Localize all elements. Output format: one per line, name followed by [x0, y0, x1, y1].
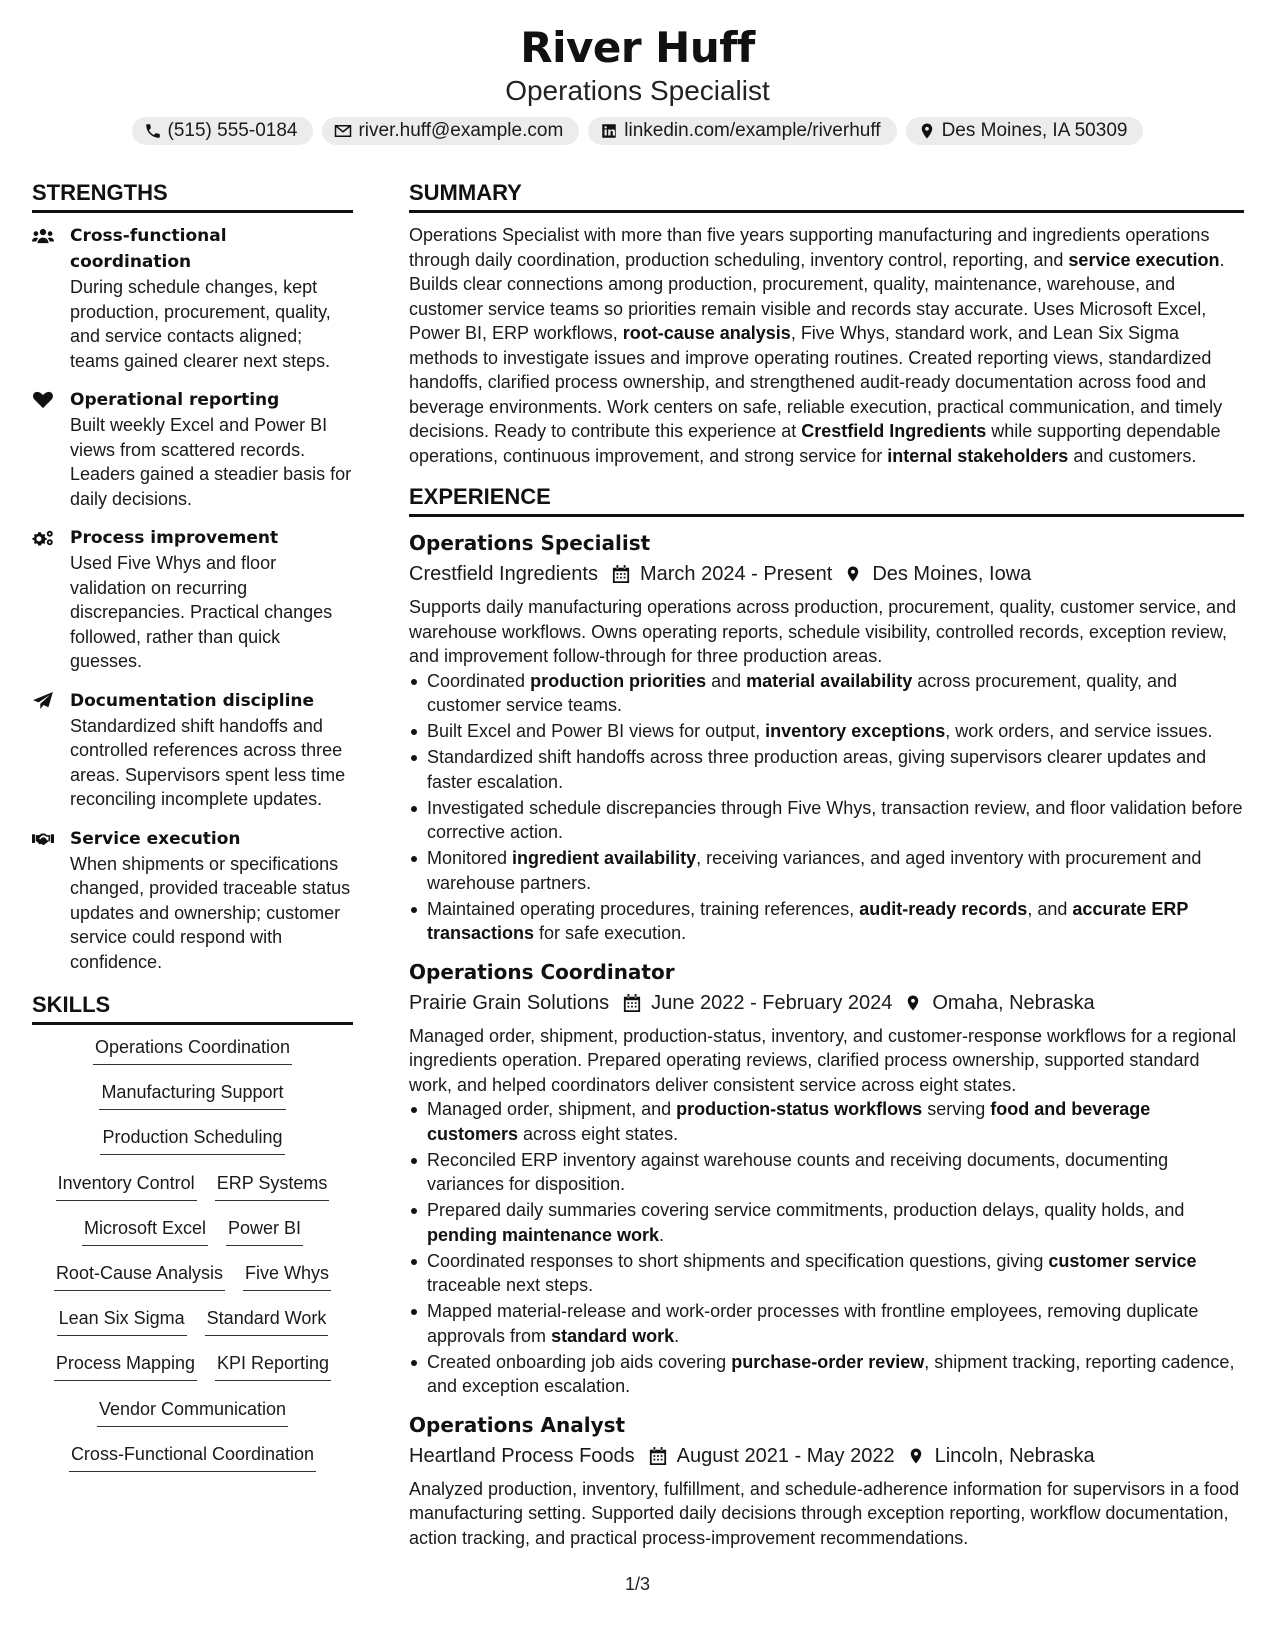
strength-description: Built weekly Excel and Power BI views from scattered records. Leaders gained a steadier basis for daily decisions.: [70, 415, 352, 509]
skill-tag: Cross-Functional Coordination: [69, 1442, 316, 1472]
person-name: River Huff: [520, 23, 755, 72]
job-title: Operations Specialist: [409, 531, 651, 555]
skill-row: [32, 1442, 353, 1487]
map-pin-icon: [904, 993, 922, 1013]
emphasis-text: production priorities: [530, 670, 707, 691]
skill-tag: Vendor Communication: [97, 1397, 288, 1427]
text-segment: Mapped material-release and work-order processes with frontline employees, removing duplicate approvals from: [427, 1301, 1199, 1346]
skill-row: [32, 1351, 353, 1396]
emphasis-text: internal stakeholders: [887, 445, 1069, 466]
bullet-item: [409, 897, 1244, 946]
skill-row: [32, 1080, 353, 1125]
emphasis-text: service execution: [1068, 249, 1220, 270]
strength-title: Service execution: [70, 828, 241, 849]
job-location: Omaha, Nebraska: [932, 991, 1095, 1014]
job-company: Prairie Grain Solutions: [409, 991, 610, 1014]
skill-row: [32, 1125, 353, 1170]
strength-title: Cross-functional coordination: [70, 226, 227, 272]
job-entry: [409, 956, 1244, 1399]
text-segment: Coordinated responses to short shipments and specification questions, giving: [427, 1250, 1049, 1271]
contact-bar: [0, 117, 1275, 145]
bullet-item: [409, 1350, 1244, 1399]
job-location: Des Moines, Iowa: [872, 563, 1032, 585]
calendar-icon: [612, 564, 630, 584]
strength-item: [32, 688, 353, 812]
job-meta: [409, 1441, 1244, 1471]
bullet-item: [409, 1249, 1244, 1298]
text-segment: , and: [1027, 898, 1073, 919]
bullet-item: [409, 669, 1244, 718]
bullet-item: [409, 719, 1244, 744]
map-pin-icon: [918, 122, 936, 140]
job-description: Analyzed production, inventory, fulfillment, and schedule-adherence information for supervisors in a food manufacturing setting. Supported daily decisions through exception reporting, workflow documentation, action tracking, and practical process-improvement recommendations.: [409, 1478, 1240, 1548]
summary-heading: SUMMARY: [409, 176, 1244, 213]
job-dates: June 2022 - February 2024: [651, 991, 893, 1014]
text-segment: , Five Whys, standard work, and Lean Six Sigma methods to investigate issues and improve operating routines. Created reporting views, standardized handoffs, clarified process ownership, and strengthened audit-ready documentation across food and beverage environments. Work centers on safe, reliable execution, practical communication, and timely decisions. Ready to contribute this experience at: [409, 323, 1223, 441]
strength-description: Standardized shift handoffs and controlled references across three areas. Supervisors spent less time reconciling incomplete updates.: [70, 715, 346, 809]
bullet-item: [409, 846, 1244, 895]
emphasis-text: pending maintenance work: [427, 1224, 660, 1245]
calendar-icon: [649, 1446, 667, 1466]
page-number: 1/3: [624, 1574, 651, 1594]
text-segment: Created onboarding job aids covering: [427, 1351, 732, 1372]
job-dates: March 2024 - Present: [639, 563, 833, 585]
contact-location: [906, 117, 1144, 145]
job-meta: [409, 988, 1244, 1018]
emphasis-text: customer service: [1048, 1250, 1197, 1271]
resume-header: [0, 22, 1275, 145]
emphasis-text: ingredient availability: [512, 848, 697, 868]
skill-tag: Inventory Control: [56, 1171, 197, 1201]
users-icon: [32, 227, 54, 245]
skill-tag: Standard Work: [205, 1306, 329, 1336]
contact-linkedin[interactable]: [588, 117, 896, 145]
right-column: [409, 176, 1244, 1560]
job-dates: August 2021 - May 2022: [676, 1444, 895, 1467]
bullet-item: [409, 1198, 1244, 1247]
text-segment: . Builds clear connections among production, procurement, quality, maintenance, warehouse, and customer service teams so priorities remain visible and records stay accurate. Uses Microsoft Excel, Power BI, ERP workflows,: [409, 249, 1225, 343]
emphasis-text: production-status workflows: [676, 1099, 923, 1119]
text-segment: and: [706, 670, 747, 691]
heart-icon: [32, 391, 54, 409]
text-segment: , work orders, and service issues.: [945, 721, 1213, 741]
text-segment: serving: [922, 1099, 991, 1119]
skill-row: [32, 1216, 353, 1261]
skill-tag: Microsoft Excel: [82, 1216, 208, 1246]
strength-item: [32, 223, 353, 373]
text-segment: Built Excel and Power BI views for output,: [427, 721, 766, 741]
job-company: Crestfield Ingredients: [409, 563, 598, 585]
text-segment: across eight states.: [518, 1123, 679, 1144]
strength-item: [32, 387, 353, 511]
skill-tag: Manufacturing Support: [99, 1080, 285, 1110]
strengths-heading: STRENGTHS: [32, 176, 353, 213]
text-segment: Maintained operating procedures, training references,: [427, 898, 860, 919]
job-entry: [409, 527, 1244, 946]
bullet-item: [409, 1148, 1244, 1197]
contact-linkedin-text: linkedin.com/example/riverhuff: [624, 120, 881, 141]
text-segment: and customers.: [1068, 445, 1197, 466]
contact-email[interactable]: [322, 117, 579, 145]
strength-description: When shipments or specifications changed, provided traceable status updates and ownership; customer service could respond with confidence.: [70, 853, 351, 972]
strength-item: [32, 826, 353, 975]
text-segment: traceable next steps.: [427, 1275, 594, 1295]
map-pin-icon: [907, 1446, 925, 1466]
paper-plane-icon: [32, 692, 54, 710]
text-segment: .: [674, 1325, 680, 1346]
text-segment: while supporting dependable operations, continuous improvement, and strong service for: [409, 421, 1221, 466]
emphasis-text: standard work: [551, 1325, 675, 1346]
job-entry: [409, 1409, 1244, 1551]
skill-row: [32, 1306, 353, 1351]
job-title-heading: Operations Specialist: [505, 75, 770, 106]
strengths-list: [32, 223, 353, 974]
gears-icon: [32, 529, 54, 547]
skill-tag: Lean Six Sigma: [57, 1306, 187, 1336]
job-description: Managed order, shipment, production-status, inventory, and customer-response workflows for a regional ingredients operation. Prepared operating reviews, clarified process ownership, supported standard work, and helped coordinators deliver consistent service across eight states.: [409, 1025, 1237, 1095]
skill-row: [32, 1397, 353, 1442]
bullet-item: [409, 1299, 1244, 1348]
text-segment: Investigated schedule discrepancies through Five Whys, transaction review, and floor validation before corrective action.: [427, 797, 1243, 842]
skill-row: [32, 1261, 353, 1306]
skill-row: [32, 1035, 353, 1080]
emphasis-text: Crestfield Ingredients: [801, 421, 987, 441]
bullet-item: [409, 745, 1244, 794]
left-column: [32, 176, 353, 1487]
emphasis-text: inventory exceptions: [765, 721, 946, 741]
text-segment: Coordinated: [427, 670, 531, 691]
skill-tag: Process Mapping: [54, 1351, 197, 1381]
emphasis-text: accurate ERP transactions: [427, 898, 1189, 943]
job-description: Supports daily manufacturing operations across production, procurement, quality, customer service, and warehouse workflows. Owns operating reports, schedule visibility, controlled records, exception review, and improvement follow-through for three production areas.: [409, 597, 1237, 666]
linkedin-icon: [600, 122, 618, 140]
skills-list: [32, 1035, 353, 1487]
experience-heading: EXPERIENCE: [409, 480, 1244, 517]
summary-text: [409, 223, 1244, 468]
map-pin-icon: [844, 564, 862, 584]
job-bullets: [409, 669, 1244, 946]
envelope-icon: [334, 122, 352, 140]
skill-tag: Operations Coordination: [93, 1035, 292, 1065]
emphasis-text: audit-ready records: [859, 898, 1028, 919]
skill-tag: KPI Reporting: [215, 1351, 331, 1381]
job-meta: [409, 559, 1244, 589]
emphasis-text: root-cause analysis: [622, 323, 791, 343]
emphasis-text: material availability: [746, 670, 913, 691]
text-segment: , shipment tracking, reporting cadence, and exception escalation.: [427, 1351, 1235, 1396]
bullet-item: [409, 1097, 1244, 1146]
job-location: Lincoln, Nebraska: [934, 1444, 1095, 1467]
emphasis-text: food and beverage customers: [427, 1099, 1151, 1144]
strength-title: Documentation discipline: [70, 690, 315, 711]
text-segment: Monitored: [427, 848, 513, 868]
text-segment: Operations Specialist with more than five years supporting manufacturing and ingredients operations through daily coordination, production scheduling, inventory control, reporting, and: [409, 225, 1210, 270]
emphasis-text: purchase-order review: [731, 1351, 925, 1372]
bullet-item: [409, 796, 1244, 845]
skill-tag: Production Scheduling: [100, 1125, 284, 1155]
text-segment: for safe execution.: [534, 923, 687, 943]
skill-tag: Power BI: [226, 1216, 303, 1246]
skill-tag: ERP Systems: [215, 1171, 330, 1201]
strength-title: Process improvement: [70, 528, 279, 548]
skills-heading: SKILLS: [32, 988, 353, 1025]
contact-location-text: Des Moines, IA 50309: [941, 120, 1128, 141]
text-segment: Standardized shift handoffs across three production areas, giving supervisors clearer updates and faster escalation.: [427, 747, 1207, 792]
contact-phone[interactable]: [132, 117, 314, 145]
job-title: Operations Analyst: [409, 1412, 626, 1437]
job-bullets: [409, 1097, 1244, 1399]
skill-tag: Five Whys: [243, 1261, 331, 1291]
skill-row: [32, 1171, 353, 1216]
calendar-icon: [623, 993, 641, 1013]
contact-phone-text: (515) 555-0184: [167, 120, 298, 141]
contact-email-text: river.huff@example.com: [358, 120, 564, 141]
job-company: Heartland Process Foods: [409, 1444, 635, 1467]
strength-item: [32, 525, 353, 674]
skill-tag: Root-Cause Analysis: [54, 1261, 225, 1291]
handshake-icon: [32, 830, 54, 848]
text-segment: across procurement, quality, and customer service teams.: [427, 670, 1178, 715]
text-segment: Managed order, shipment, and: [427, 1099, 677, 1119]
text-segment: .: [659, 1224, 665, 1245]
phone-icon: [144, 122, 162, 140]
strength-description: During schedule changes, kept production, procurement, quality, and service contacts aligned; teams gained clearer next steps.: [70, 277, 331, 371]
strength-description: Used Five Whys and floor validation on recurring discrepancies. Practical changes followed, rather than quick guesses.: [70, 553, 333, 671]
strength-title: Operational reporting: [70, 390, 280, 410]
text-segment: , receiving variances, and aged inventory with procurement and warehouse partners.: [427, 848, 1202, 893]
text-segment: Reconciled ERP inventory against warehouse counts and receiving documents, documenting variances for disposition.: [427, 1149, 1169, 1194]
text-segment: Prepared daily summaries covering service commitments, production delays, quality holds, and: [427, 1200, 1185, 1220]
job-title: Operations Coordinator: [409, 959, 675, 984]
